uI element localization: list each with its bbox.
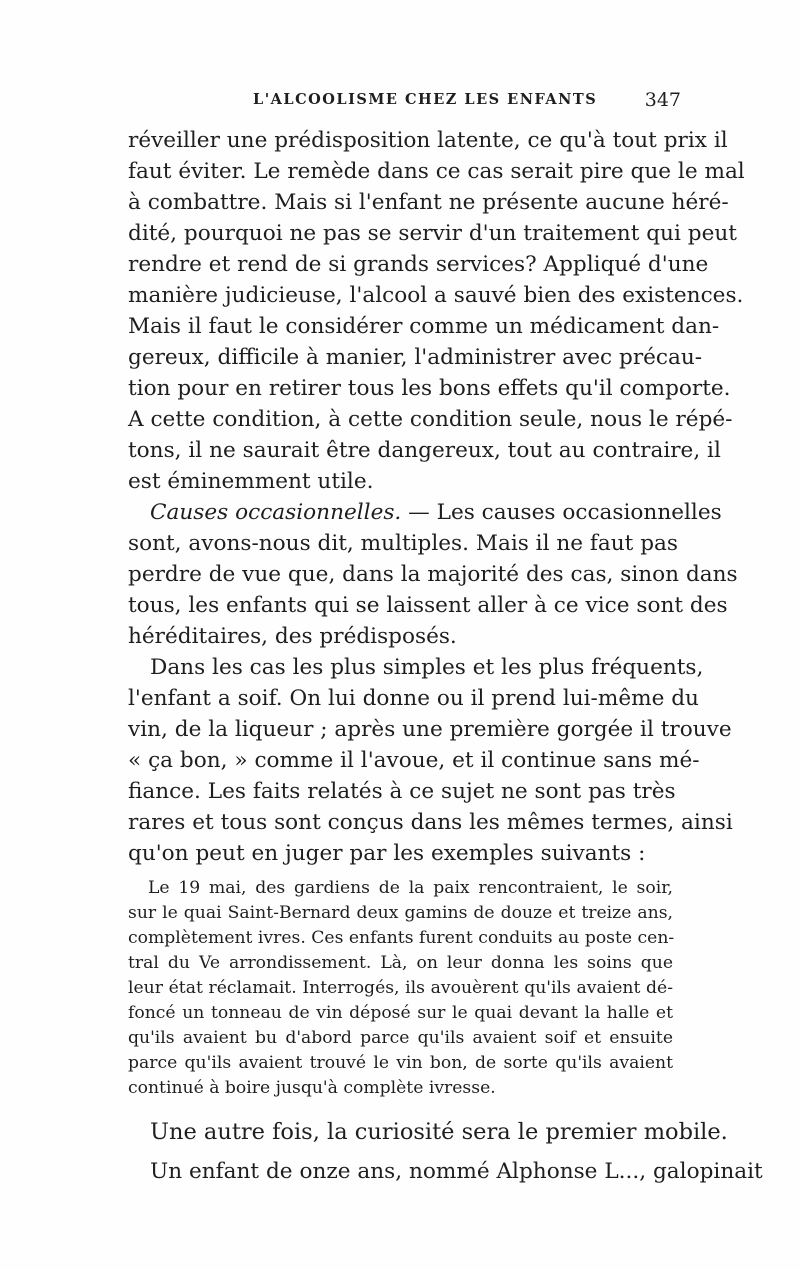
text-line: sont, avons-nous dit, multiples. Mais il ne faut pas (128, 531, 678, 556)
text-line: rares et tous sont conçus dans les mêmes termes, ainsi (128, 810, 733, 835)
running-title: L'ALCOOLISME CHEZ LES ENFANTS (253, 91, 598, 108)
quote-line: sur le quai Saint-Bernard deux gamins de douze et treize ans, (128, 903, 673, 923)
text-line: gereux, difficile à manier, l'administrer avec précau- (128, 345, 703, 370)
text-line: faut éviter. Le remède dans ce cas serait pire que le mal (128, 159, 745, 184)
text-run: — Les causes occasionnelles (401, 500, 722, 525)
text-line: l'enfant a soif. On lui donne ou il prend lui-même du (128, 686, 699, 711)
quote-line: foncé un tonneau de vin déposé sur le quai devant la halle et (128, 1003, 673, 1023)
text-line: qu'on peut en juger par les exemples suivants : (128, 841, 646, 866)
text-line: Dans les cas les plus simples et les plus fréquents, (150, 655, 704, 680)
text-line: est éminemment utile. (128, 469, 374, 494)
quote-line: qu'ils avaient bu d'abord parce qu'ils avaient soif et ensuite (128, 1028, 673, 1048)
text-line: perdre de vue que, dans la majorité des cas, sinon dans (128, 562, 738, 587)
text-line (150, 497, 722, 528)
text-line: A cette condition, à cette condition seule, nous le répé- (128, 407, 733, 432)
text-line: Mais il faut le considérer comme un médicament dan- (128, 314, 720, 339)
text-line: tous, les enfants qui se laissent aller à ce vice sont des (128, 593, 728, 618)
text-line: vin, de la liqueur ; après une première gorgée il trouve (128, 717, 732, 742)
text-line: fiance. Les faits relatés à ce sujet ne sont pas très (128, 779, 676, 804)
text-line: réveiller une prédisposition latente, ce qu'à tout prix il (128, 128, 728, 153)
text-line: manière judicieuse, l'alcool a sauvé bien des existences. (128, 283, 744, 308)
paragraph-alphonse: Un enfant de onze ans, nommé Alphonse L..., galopinait (150, 1159, 763, 1184)
quote-line: continué à boire jusqu'à complète ivresse. (128, 1078, 496, 1098)
quote-line: leur état réclamait. Interrogés, ils avouèrent qu'ils avaient dé- (128, 978, 673, 998)
quote-line: Le 19 mai, des gardiens de la paix rencontraient, le soir, (148, 878, 673, 898)
paragraph-curiosity: Une autre fois, la curiosité sera le premier mobile. (150, 1119, 728, 1145)
page-number: 347 (644, 89, 681, 111)
section-subheading: Causes occasionnelles. (150, 500, 402, 525)
text-line: tion pour en retirer tous les bons effets qu'il comporte. (128, 376, 731, 401)
text-line: « ça bon, » comme il l'avoue, et il continue sans mé- (128, 748, 700, 773)
text-line: tons, il ne saurait être dangereux, tout au contraire, il (128, 438, 721, 463)
page-header (125, 89, 681, 119)
quote-line: tral du Ve arrondissement. Là, on leur donna les soins que (128, 953, 673, 973)
quote-line: parce qu'ils avaient trouvé le vin bon, de sorte qu'ils avaient (128, 1053, 673, 1073)
text-line: rendre et rend de si grands services? Appliqué d'une (128, 252, 709, 277)
quote-line: complètement ivres. Ces enfants furent conduits au poste cen- (128, 928, 675, 948)
text-line: héréditaires, des prédisposés. (128, 624, 457, 649)
text-line: dité, pourquoi ne pas se servir d'un traitement qui peut (128, 221, 737, 246)
text-line: à combattre. Mais si l'enfant ne présente aucune héré- (128, 190, 729, 215)
